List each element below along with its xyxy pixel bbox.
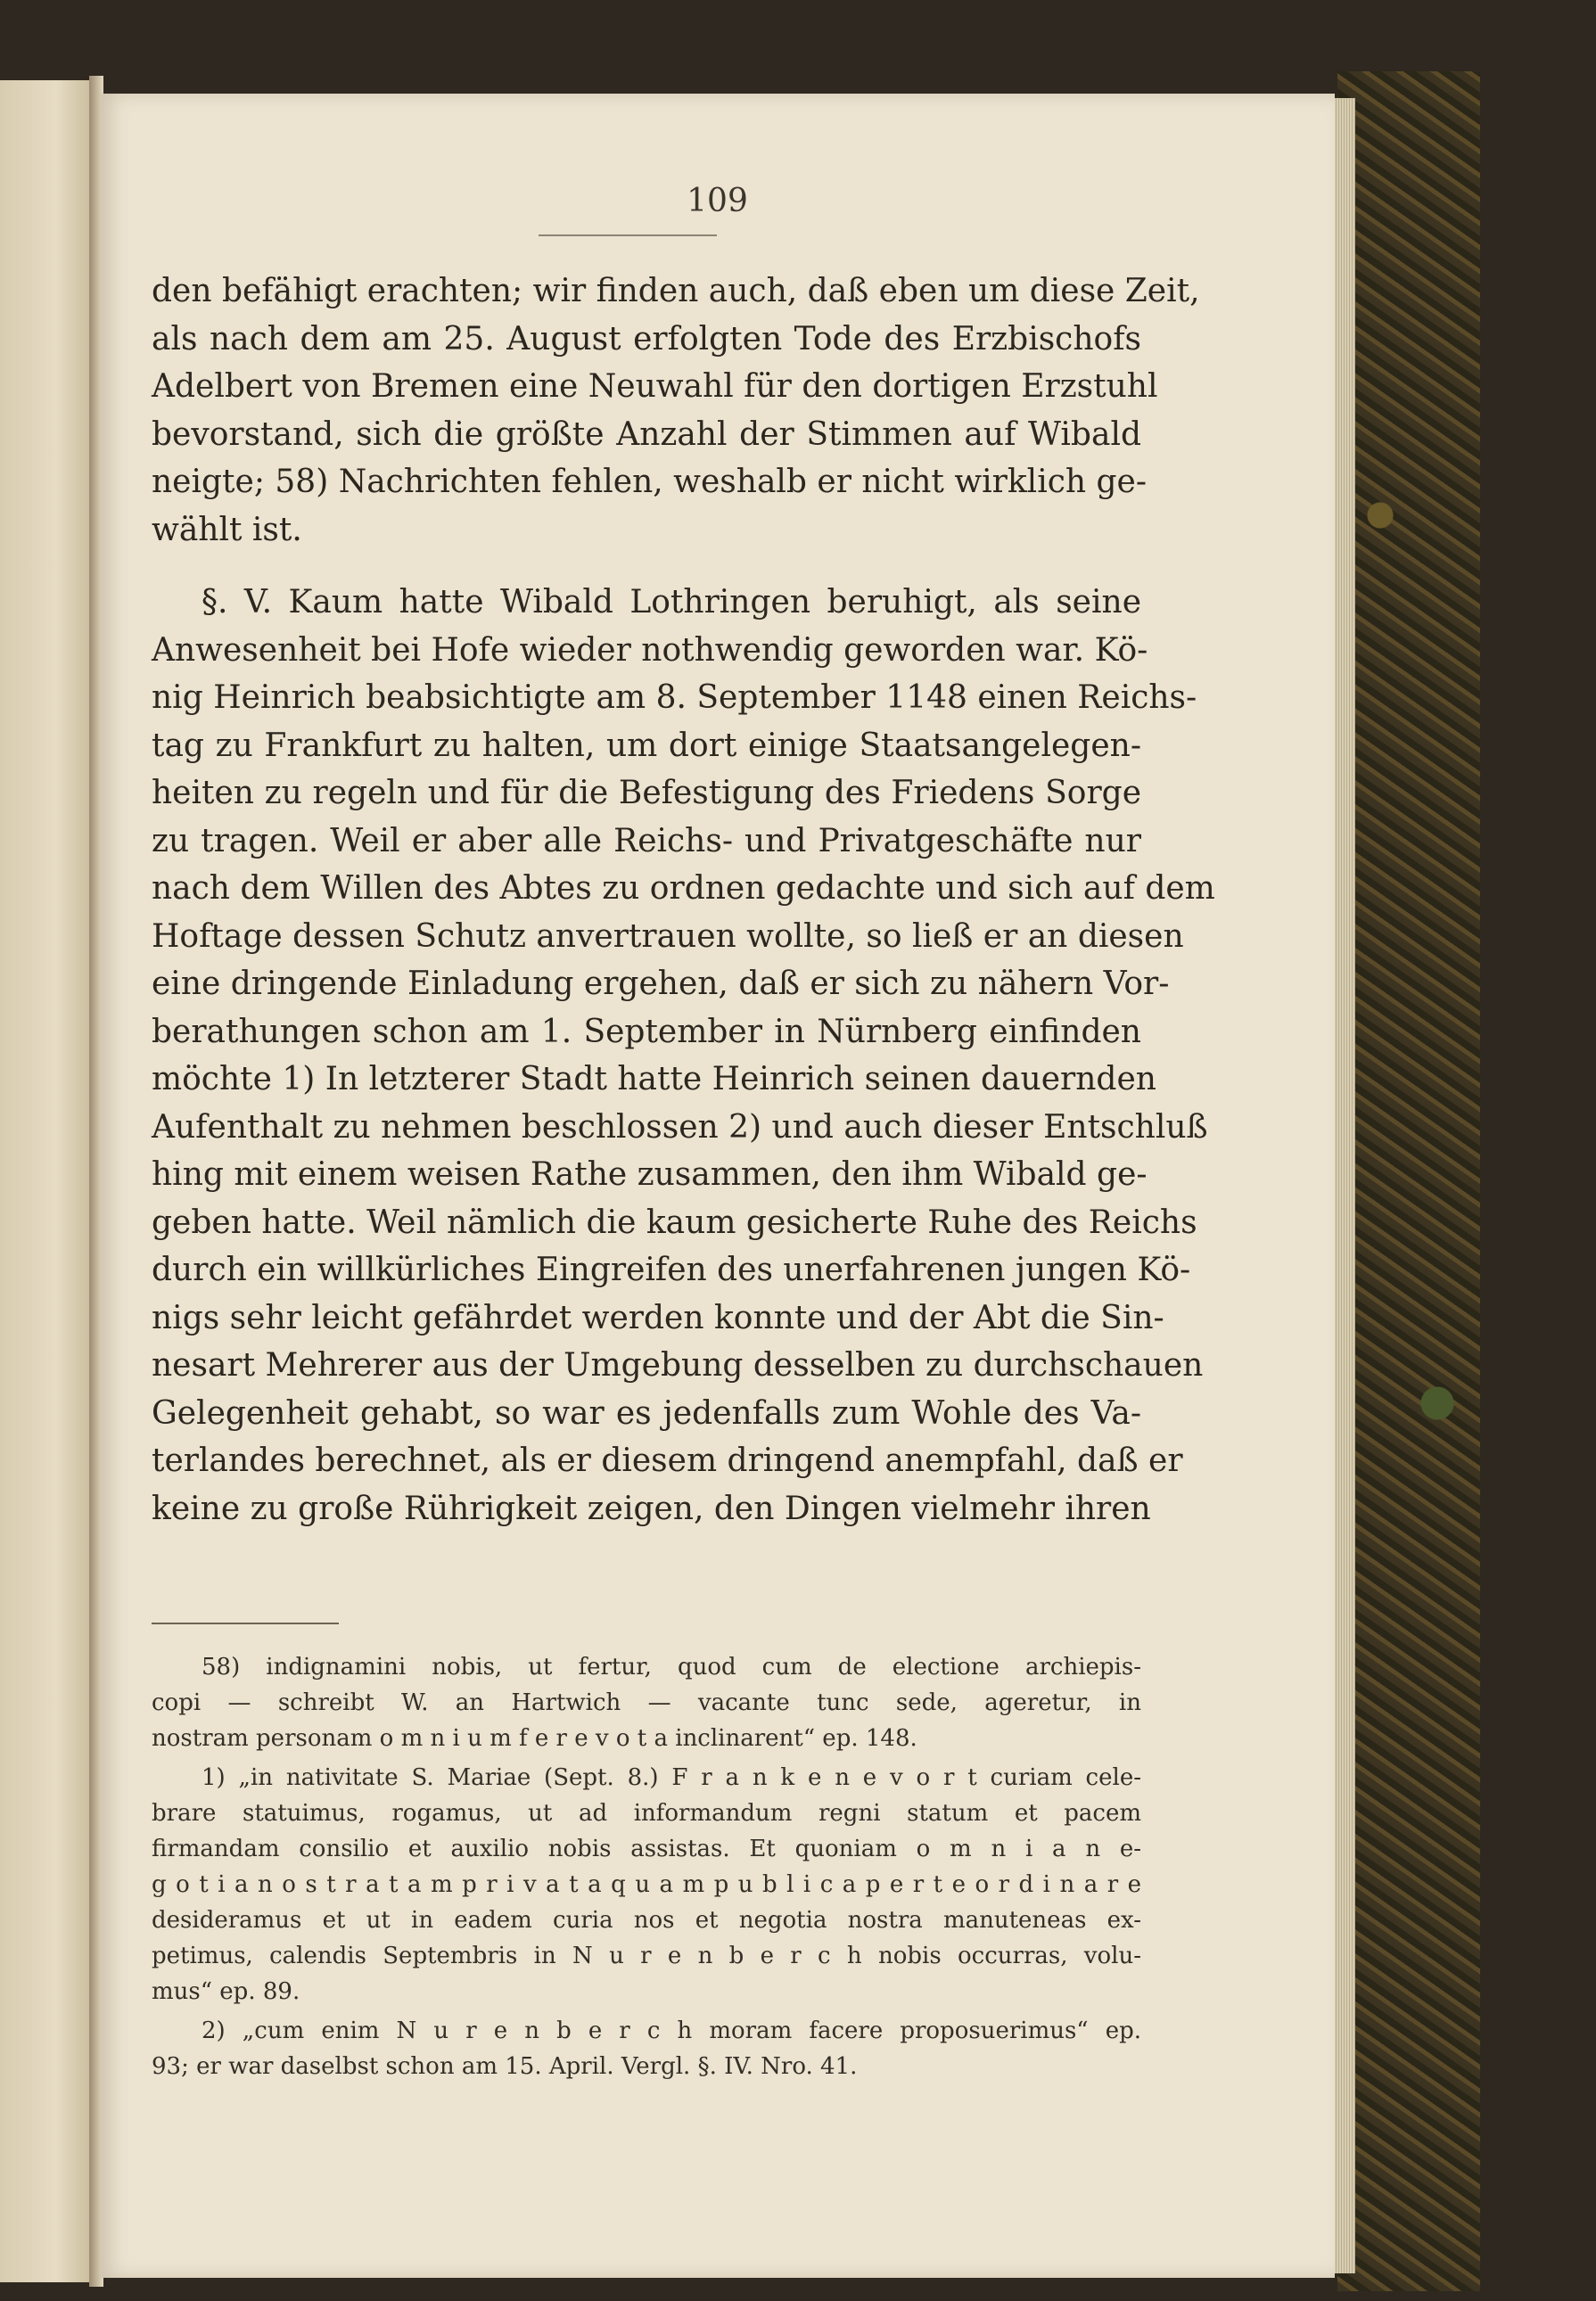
text-line: nigs sehr leicht gefährdet werden konnte und der Abt die Sin-	[152, 1299, 1164, 1336]
text-line: Adelbert von Bremen eine Neuwahl für den dortigen Erzstuhl	[152, 368, 1158, 405]
book-page	[100, 94, 1335, 2278]
footnote-line: copi — schreibt W. an Hartwich — vacante tunc sede, ageretur, in	[152, 1689, 1141, 1716]
text-line: Anwesenheit bei Hofe wieder nothwendig geworden war. Kö-	[152, 631, 1148, 669]
text-line: neigte; 58) Nachrichten fehlen, weshalb er nicht wirklich ge-	[152, 464, 1148, 500]
text-line: tag zu Frankfurt zu halten, um dort einige Staatsangelegen-	[152, 727, 1141, 764]
text-line: nach dem Willen des Abtes zu ordnen gedachte und sich auf dem	[152, 870, 1215, 907]
header-rule	[539, 234, 717, 236]
text-line: möchte 1) In letzterer Stadt hatte Heinrich seinen dauernden	[152, 1061, 1156, 1097]
text-line: wählt ist.	[152, 511, 302, 548]
footnote-line: petimus, calendis Septembris in N u r e n b e r c h nobis occurras, volu-	[152, 1943, 1141, 1969]
footnote-line: nostram personam o m n i u m f e r e v o t a inclinarent“ ep. 148.	[152, 1725, 917, 1752]
text-line: berathungen schon am 1. September in Nürnberg einfinden	[152, 1013, 1141, 1050]
footnote-1	[152, 1760, 1141, 2009]
paragraph-gap	[152, 554, 1141, 579]
text-line: Gelegenheit gehabt, so war es jedenfalls zum Wohle des Va-	[152, 1394, 1141, 1432]
text-line: durch ein willkürliches Eingreifen des unerfahrenen jungen Kö-	[152, 1252, 1191, 1288]
footnote-line: 2) „cum enim N u r e n b e r c h moram facere proposuerimus“ ep.	[202, 2017, 1141, 2044]
footnote-line: g o t i a n o s t r a t a m p r i v a t a q u a m p u b l i c a p e r t e o r d i n a r e	[152, 1871, 1141, 1898]
footnote-line: 1) „in nativitate S. Mariae (Sept. 8.) F r a n k e n e v o r t curiam cele-	[202, 1764, 1141, 1791]
text-line: als nach dem am 25. August erfolgten Tode des Erzbischofs	[152, 320, 1141, 357]
footnote-58	[152, 1649, 1141, 1756]
text-line: den befähigt erachten; wir finden auch, daß eben um diese Zeit,	[152, 273, 1200, 309]
text-line: Aufenthalt zu nehmen beschlossen 2) und auch dieser Entschluß	[152, 1108, 1208, 1146]
text-line: keine zu große Rührigkeit zeigen, den Dingen vielmehr ihren	[152, 1490, 1151, 1527]
footnote-line: mus“ ep. 89.	[152, 1978, 300, 2005]
page-number: 109	[687, 183, 748, 219]
marbled-cover	[1337, 71, 1480, 2291]
text-line: bevorstand, sich die größte Anzahl der Stimmen auf Wibald	[152, 415, 1141, 453]
text-line: nesart Mehrerer aus der Umgebung desselben zu durchschauen	[152, 1347, 1204, 1384]
footnotes	[152, 1649, 1141, 2084]
footnote-line: 58) indignamini nobis, ut fertur, quod cum de electione archiepis-	[202, 1654, 1141, 1681]
footnote-line: firmandam consilio et auxilio nobis assistas. Et quoniam o m n i a n e-	[152, 1836, 1141, 1862]
body-text	[152, 267, 1215, 1533]
text-line: nig Heinrich beabsichtigte am 8. September 1148 einen Reichs-	[152, 679, 1197, 716]
text-line: geben hatte. Weil nämlich die kaum gesicherte Ruhe des Reichs	[152, 1204, 1197, 1241]
footnote-line: brare statuimus, rogamus, ut ad informandum regni statum et pacem	[152, 1800, 1141, 1827]
text-line: heiten zu regeln und für die Befestigung des Friedens Sorge	[152, 775, 1141, 811]
previous-page-edge	[0, 80, 94, 2282]
footnote-2	[152, 2013, 1141, 2084]
footnote-line: desideramus et ut in eadem curia nos et negotia nostra manuteneas ex-	[152, 1907, 1141, 1934]
text-line: Hoftage dessen Schutz anvertrauen wollte, so ließ er an diesen	[152, 917, 1184, 955]
footnote-line: 93; er war daselbst schon am 15. April. Vergl. §. IV. Nro. 41.	[152, 2053, 858, 2080]
text-line: hing mit einem weisen Rathe zusammen, den ihm Wibald ge-	[152, 1156, 1148, 1193]
footnote-rule	[152, 1623, 339, 1624]
text-line: eine dringende Einladung ergehen, daß er sich zu nähern Vor-	[152, 966, 1170, 1002]
text-line: §. V. Kaum hatte Wibald Lothringen beruhigt, als seine	[202, 584, 1141, 620]
text-line: zu tragen. Weil er aber alle Reichs- und Privatgeschäfte nur	[152, 822, 1141, 859]
text-line: terlandes berechnet, als er diesem dringend anempfahl, daß er	[152, 1442, 1183, 1479]
